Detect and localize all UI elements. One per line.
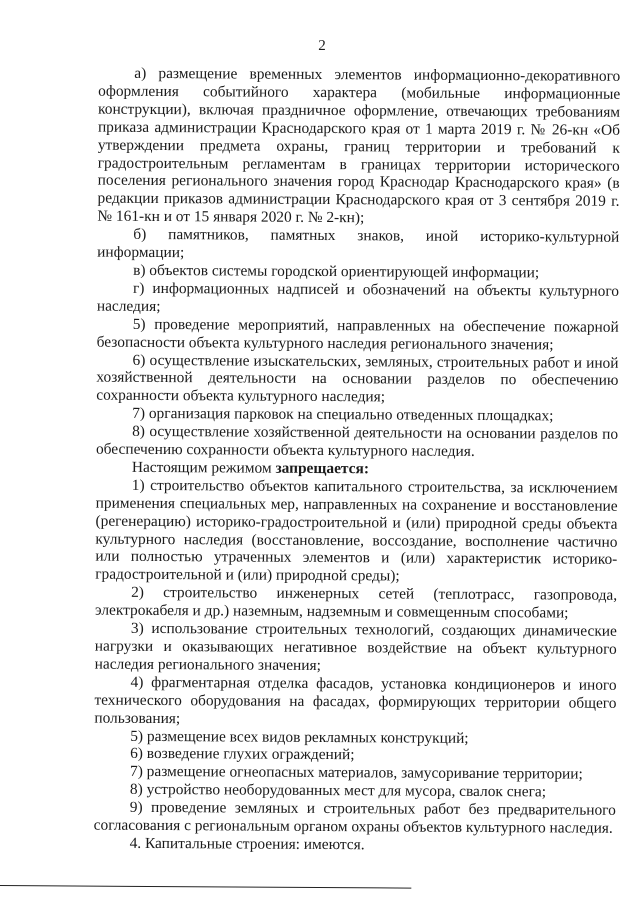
prohibited-item-6: 6) возведение глухих ограждений; xyxy=(130,745,355,764)
document-body xyxy=(94,65,621,856)
paragraph-item-5: 5) проведение мероприятий, направленных на обеспечение пожарной безопасности объекта культурного наследия регионального значения; xyxy=(96,315,619,354)
page-number: 2 xyxy=(318,37,326,55)
prohibited-item-5: 5) размещение всех видов рекламных конструкций; xyxy=(130,727,469,747)
paragraph-item-7: 7) организация парковок на специально отведенных площадках; xyxy=(132,405,554,425)
prohibited-item-7: 7) размещение огнеопасных материалов, замусоривание территории; xyxy=(129,763,583,783)
prohibited-item-1: 1) строительство объектов капитального строительства, за исключением применения специальных мер, направленных на сохранение и восстановление (регенерацию) историко-градостроительной и (или) природной среды объекта культурного наследия (восстановление, воссоздание, восполнение частично или полностью утраченных элементов и (или) характеристик историко-градостроительной и (или) природной среды); xyxy=(95,476,618,585)
paragraph-item-6: 6) осуществление изыскательских, земляных, строительных работ и иной хозяйственной деятельности на основании разделов по обеспечению сохранности объекта культурного наследия; xyxy=(96,351,619,406)
footer-rule xyxy=(0,885,411,889)
capital-buildings-paragraph: 4. Капитальные строения: имеются. xyxy=(129,834,365,854)
regime-bold-text: запрещается: xyxy=(275,459,370,478)
paragraph-item-v: в) объектов системы городской ориентирующей информации; xyxy=(133,261,540,282)
prohibited-item-9: 9) проведение земляных и строительных работ без предварительного согласования с региональным органом охраны объектов культурного наследия. xyxy=(93,799,616,837)
paragraph-item-a: а) размещение временных элементов информационно-декоративного оформления событийного характера (мобильные информационные конструкции), включая праздничное оформление, отвечающих требованиям приказа администрации Краснодарского края от 1 марта 2019 г. № 26-кн «Об утверждении предмета охраны, границ территории и требований к градостроительным регламентам в границах территории исторического поселения регионального значения город Краснодар Краснодарского края» (в редакции приказов администрации Краснодарского края от 3 сентября 2019 г. № 161-кн и от 15 января 2020 г. № 2-кн); xyxy=(97,64,621,227)
paragraph-item-g: г) информационных надписей и обозначений на объекты культурного наследия; xyxy=(96,279,620,315)
paragraph-item-8: 8) осуществление хозяйственной деятельности на основании разделов по обеспечению сохранности объекта культурного наследия. xyxy=(95,422,619,460)
paragraph-item-b: б) памятников, памятных знаков, иной историко-культурной информации; xyxy=(97,226,620,262)
prohibited-item-4: 4) фрагментарная отделка фасадов, установка кондиционеров и иного технического оборудования на фасадах, формирующих территории общего пользования; xyxy=(94,673,617,727)
regime-intro-text: Настоящим режимом xyxy=(131,458,276,477)
prohibited-item-2: 2) строительство инженерных сетей (теплотрасс, газопровода, электрокабеля и др.) наземным, надземным и совмещенным способами; xyxy=(94,584,618,622)
prohibited-item-8: 8) устройство необорудованных мест для мусора, свалок снега; xyxy=(129,781,547,801)
prohibited-item-3: 3) использование строительных технологий, создающих динамические нагрузки и оказывающих негативное воздействие на объект культурного наследия регионального значения; xyxy=(94,619,617,674)
